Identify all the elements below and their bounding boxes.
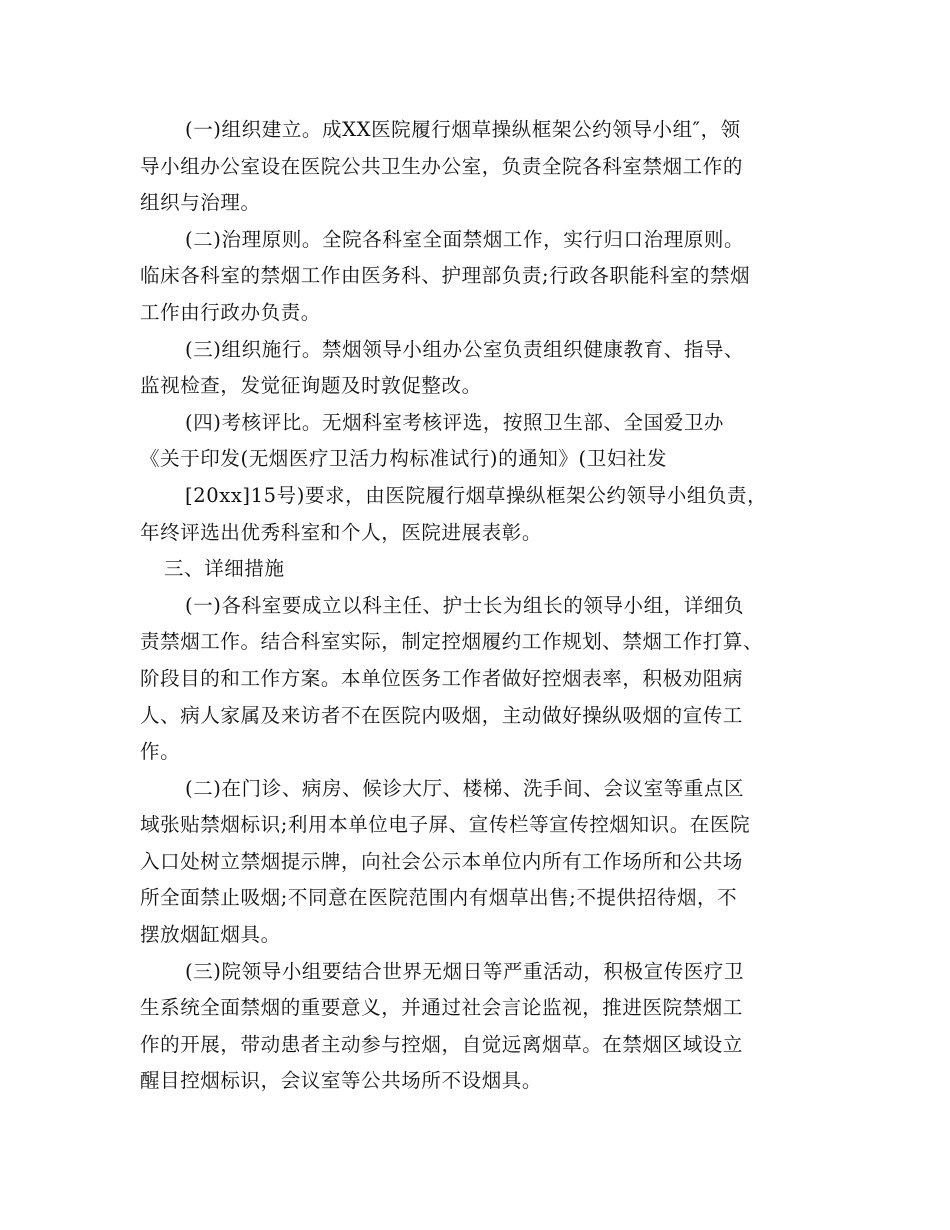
text-line: (三)组织施行。禁烟领导小组办公室负责组织健康教育、指导、 (185, 337, 745, 361)
paragraph-management-principle (140, 222, 820, 332)
text-line: 作的开展，带动患者主动参与控烟，自觉远离烟草。在禁烟区域设立 (140, 1032, 744, 1056)
text-line: 工作由行政办负责。 (140, 300, 321, 324)
text-line: 责禁烟工作。结合科室实际，制定控烟履约工作规划、禁烟工作打算、 (140, 630, 764, 654)
text-line: 临床各科室的禁烟工作由医务科、护理部负责;行政各职能科室的禁烟 (140, 264, 751, 288)
text-line: 摆放烟缸烟具。 (140, 923, 281, 947)
section-heading-detailed-measures (140, 551, 820, 588)
paragraph-implementation (140, 332, 820, 405)
text-line: 域张贴禁烟标识;利用本单位电子屏、宣传栏等宣传控烟知识。在医院 (140, 813, 751, 837)
text-line: 《关于印发(无烟医疗卫活力构标准试行)的通知》(卫妇社发 (140, 447, 668, 471)
text-line: (三)院领导小组要结合世界无烟日等严重活动，积极宣传医疗卫 (185, 959, 745, 983)
text-line: 监视检查，发觉征询题及时敦促整改。 (140, 374, 482, 398)
text-line: 人、病人家属及来访者不在医院内吸烟，主动做好操纵吸烟的宣传工 (140, 703, 744, 727)
text-line: (二)在门诊、病房、候诊大厅、楼梯、洗手间、会议室等重点区 (185, 776, 745, 800)
text-line: 生系统全面禁烟的重要意义，并通过社会言论监视，推进医院禁烟工 (140, 996, 744, 1020)
text-line: 导小组办公室设在医院公共卫生办公室，负责全院各科室禁烟工作的 (140, 154, 744, 178)
document-body (140, 112, 820, 1100)
paragraph-assessment (140, 405, 820, 478)
paragraph-measure-3 (140, 954, 820, 1100)
text-line: (二)治理原则。全院各科室全面禁烟工作，实行归口治理原则。 (185, 227, 745, 251)
text-line: [20xx]15号)要求，由医院履行烟草操纵框架公约领导小组负责， (185, 483, 768, 507)
text-line: (四)考核评比。无烟科室考核评选，按照卫生部、全国爱卫办 (185, 410, 725, 434)
text-line: 年终评选出优秀科室和个人，医院进展表彰。 (140, 520, 543, 544)
text-line: (一)组织建立。成XX医院履行烟草操纵框架公约领导小组″，领 (185, 118, 741, 141)
text-line: 醒目控烟标识，会议室等公共场所不设烟具。 (140, 1069, 543, 1093)
paragraph-measure-1 (140, 588, 820, 771)
text-line: (一)各科室要成立以科主任、护士长为组长的领导小组，详细负 (185, 593, 745, 617)
text-line: 所全面禁止吸烟;不同意在医院范围内有烟草出售;不提供招待烟，不 (140, 886, 738, 910)
text-line: 入口处树立禁烟提示牌，向社会公示本单位内所有工作场所和公共场 (140, 849, 744, 873)
text-line: 阶段目的和工作方案。本单位医务工作者做好控烟表率，积极劝阻病 (140, 666, 744, 690)
section-heading-text: 三、详细措施 (164, 557, 285, 581)
text-line: 组织与治理。 (140, 191, 261, 215)
paragraph-measure-2 (140, 771, 820, 954)
paragraph-assessment-continued (140, 478, 820, 551)
text-line: 作。 (140, 740, 181, 764)
paragraph-organization (140, 112, 820, 222)
